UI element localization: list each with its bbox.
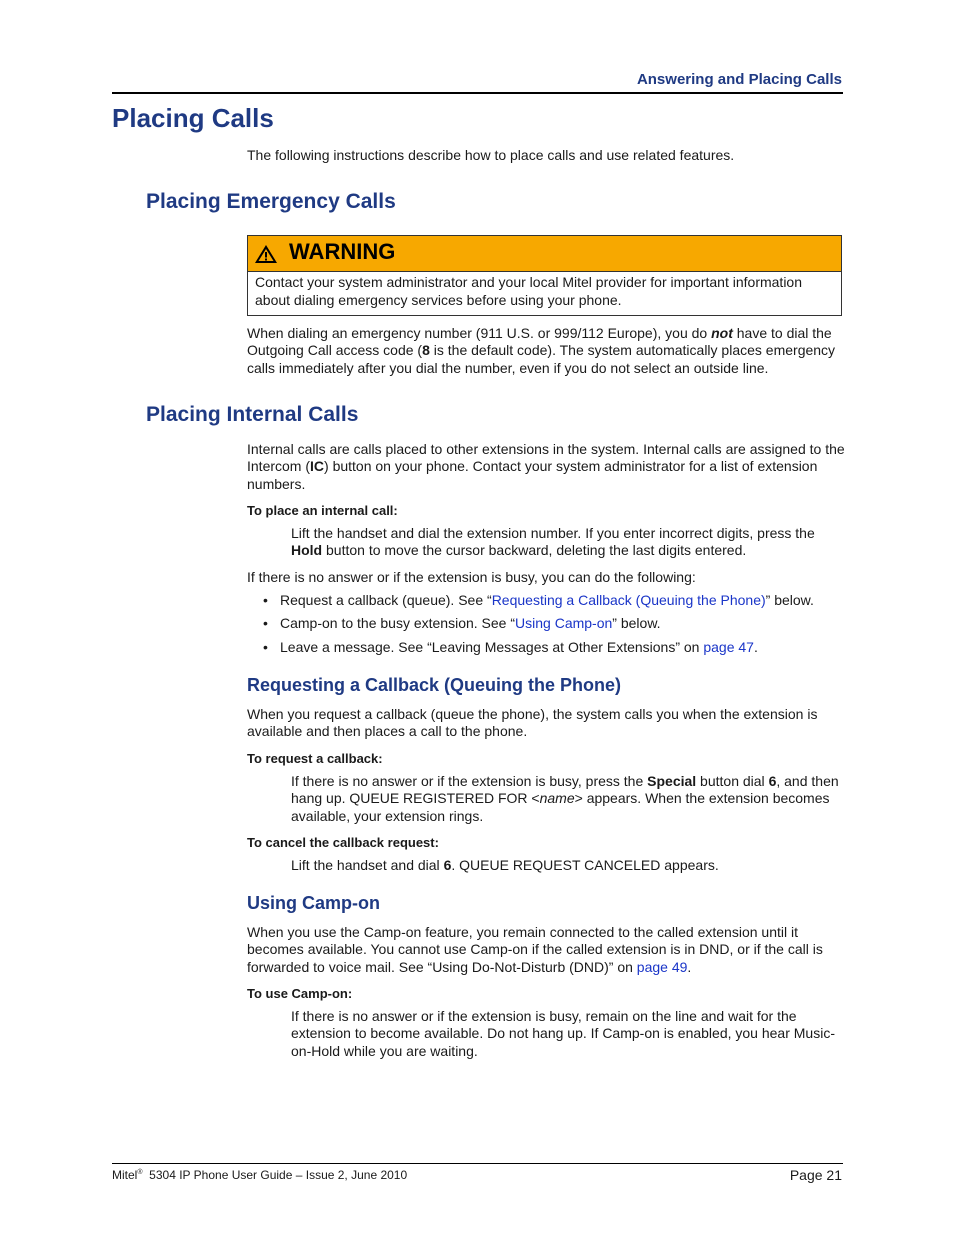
label-cancel-callback: To cancel the callback request: (247, 835, 439, 850)
running-header: Answering and Placing Calls (636, 71, 842, 88)
emergency-paragraph: When dialing an emergency number (911 U.S. or 999/112 Europe), you do not have to dial the Outgoing Call access code (8 is the default code). The system automatically places emergency calls immediately after you dial the number, even if you do not select an outside line. (247, 325, 836, 376)
link-requesting-callback[interactable]: Requesting a Callback (Queuing the Phone) (491, 592, 766, 608)
internal-paragraph: Internal calls are calls placed to other extensions in the system. Internal calls are assigned to the Intercom (IC) button on your phone. Contact your system administrator for a list of extension numbers. (247, 441, 845, 492)
link-page-49[interactable]: page 49 (636, 958, 688, 975)
heading-using-camp-on: Using Camp-on (247, 893, 380, 913)
list-item: • Request a callback (queue). See “Requesting a Callback (Queuing the Phone)” below. (263, 592, 814, 608)
heading-internal-calls: Placing Internal Calls (146, 403, 359, 426)
warning-header (248, 236, 841, 272)
internal-step: Lift the handset and dial the extension number. If you enter incorrect digits, press the Hold button to move the cursor backward, deleting the last digits entered. (291, 525, 815, 559)
intro-paragraph: The following instructions describe how to place calls and use related features. (247, 147, 735, 163)
campon-step: If there is no answer or if the extension is busy, remain on the line and wait for the extension to become available. Do not hang up. If Camp-on is enabled, you hear Music-on-Hold while you are waiting. (291, 1008, 835, 1059)
footer-rule (112, 1163, 843, 1164)
label-request-callback: To request a callback: (247, 751, 383, 766)
footer-document-title: Mitel® 5304 IP Phone User Guide – Issue 2, June 2010 (112, 1168, 408, 1182)
label-use-camp-on: To use Camp-on: (247, 986, 353, 1001)
list-item: • Camp-on to the busy extension. See “Using Camp-on” below. (263, 615, 661, 631)
cancel-step: Lift the handset and dial 6. QUEUE REQUEST CANCELED appears. (291, 857, 719, 873)
heading-emergency-calls: Placing Emergency Calls (146, 190, 396, 213)
heading-requesting-callback: Requesting a Callback (Queuing the Phone) (247, 675, 622, 695)
link-using-camp-on[interactable]: Using Camp-on (515, 615, 613, 631)
link-page-47[interactable]: page 47 (703, 639, 754, 655)
warning-box (247, 235, 842, 316)
warning-triangle-icon (254, 244, 278, 264)
callback-paragraph: When you request a callback (queue the phone), the system calls you when the extension is available and then places a call to the phone. (247, 706, 818, 740)
callback-step: If there is no answer or if the extension is busy, press the Special button dial 6, and then hang up. QUEUE REGISTERED FOR <name> appears. When the extension becomes available, your extension rings. (291, 773, 839, 824)
header-rule (112, 92, 843, 94)
list-item: • Leave a message. See “Leaving Messages at Other Extensions” on page 47. (263, 639, 758, 655)
page-title: Placing Calls (112, 103, 274, 133)
warning-title: WARNING (289, 239, 396, 264)
label-place-internal-call: To place an internal call: (247, 503, 398, 518)
warning-text: Contact your system administrator and your local Mitel provider for important information about dialing emergency services before using your phone. (255, 274, 802, 308)
internal-options-intro: If there is no answer or if the extension is busy, you can do the following: (247, 569, 696, 585)
footer-page-number: Page 21 (789, 1167, 842, 1183)
campon-paragraph: When you use the Camp-on feature, you remain connected to the called extension until it becomes available. You cannot use Camp-on if the called extension is in DND, or if the call is forwarded to voice mail. See “Using Do-Not-Disturb (DND)” on page 49. (247, 924, 823, 975)
